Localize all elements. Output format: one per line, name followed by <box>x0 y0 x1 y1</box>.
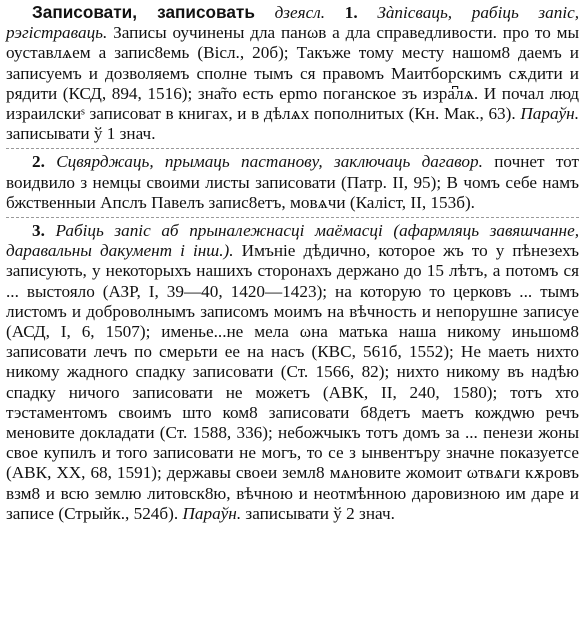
sense-1-parallel-text: записывати ў 1 знач. <box>6 124 156 144</box>
sense-1-parallel-label: Параўн. <box>520 104 579 124</box>
part-of-speech: дзеясл. <box>274 3 326 22</box>
sense-2-definition: Сцвярджаць, прымаць пастанову, заключаць дагавор. <box>56 152 483 172</box>
sense-3-definition: Рабіць запіс аб прыналежнасці маёмасці (афармляць завяшчанне, даравальны дакумент і інш.). <box>6 221 579 261</box>
sense-3-citations: Имънiе дѣдично, которое жъ то у пѣнезехъ записують, у некоторыхъ нашихъ сторонахъ держано до 15 лѣтъ, а потомъ ся ... выстояло (АЗР, I, 39—40, 1420—1423); на которую то церковъ ... тымъ листомъ и доброволнымъ записомъ моимъ на вѣчность и непорушне записуе (АСД, I, 6, 1507); именье...не мела ωна матька наша никому иньшом8 записовати лечъ по смерьти ее на насъ (КВС, 561б, 1552); Не маеть нихто никому жадного спадку записовати (Ст. 1566, 82); нихто никому въ надѣю спадку ничого записовати не можетъ (АВК, II, 240, 1580); тотъ хто тэстаментомъ своимъ што ком8 записовати б8детъ маетъ кождѡю речъ меновите докладати (Ст. 1588, 336); небожчыкъ тотъ домъ за ... пенези жоны свое купилъ и того записовати не могъ, то се з ынвентъру значне показуетсе (АВК, ХХ, 68, 1591); державы своеи земл8 мѧновите жомоит ωтвѧги кѫровъ взм8 и всю землю литовск8ю, вѣчною и неотмѣнною даровизною им даре и записе (Стрыйк., 524б). <box>6 241 579 523</box>
sense-divider <box>6 217 579 218</box>
headword: Записовати, записовать <box>32 2 255 22</box>
sense-2-number: 2. <box>32 152 45 172</box>
sense-1-definition: Зàпісваць, рабіць запіс, рэгістраваць. <box>6 3 580 43</box>
sense-3-parallel-label: Параўн. <box>182 503 242 523</box>
sense-3 <box>6 221 579 524</box>
sense-2-citations: почнет тот воидвило з немцы своими листы записовати (Патр. II, 95); В чомъ себе намъ бжственныи Апслъ Павелъ запис8етъ, мовѧчи (Каліст, II, 153б). <box>6 152 580 212</box>
sense-divider <box>6 148 579 149</box>
sense-3-number: 3. <box>32 221 45 241</box>
sense-1-number: 1. <box>344 3 358 22</box>
sense-1 <box>6 2 579 144</box>
dictionary-entry <box>6 2 579 524</box>
sense-3-parallel-text: записывати ў 2 знач. <box>245 503 395 523</box>
sense-2 <box>6 152 579 213</box>
sense-1-citations: Записы оучинены дла панωв а дла справедливости. про то мы оуставлѧем а запис8емь (Вісл., 20б); Такъже тому месту нашом8 даемъ и записуемъ и дозволяемъ сполне тымъ ся правомъ Маитборскимъ сѫдити и рядити (КСД, 894, 1516); зна̃то есть ерmo поганское зъ изра͆лѧ. И почал люд израилскиˢ записоват в книгах, и в дѣлѧх пополнитых (Кн. Мак., 63). <box>6 23 580 124</box>
